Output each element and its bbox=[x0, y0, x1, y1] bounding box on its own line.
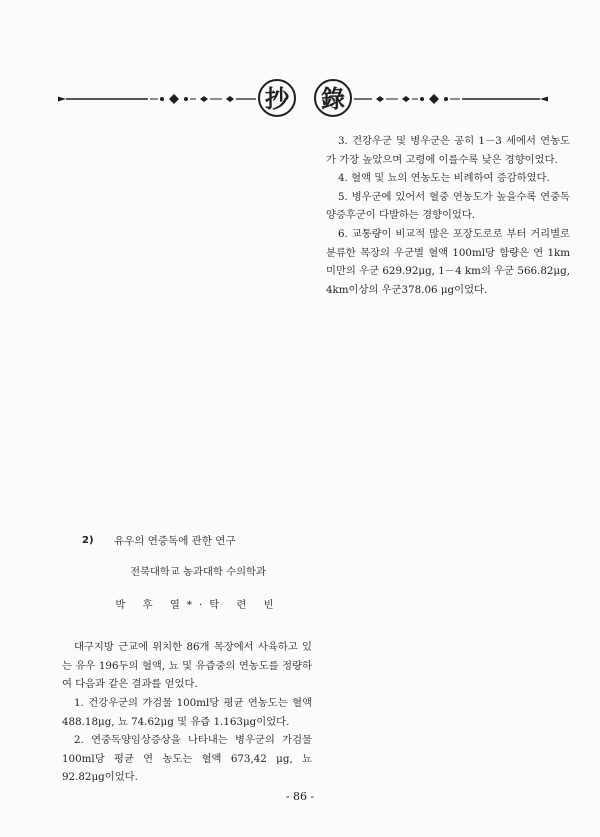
header-char-1: 抄 bbox=[265, 84, 289, 113]
right-paragraph-3: 3. 건강우군 및 병우군은 공히 1－3 세에서 연농도가 가장 높았으며 고령에 이를수록 낮은 경향이었다. bbox=[326, 135, 570, 166]
page-number: - 86 - bbox=[285, 790, 315, 803]
right-ornament bbox=[354, 94, 548, 104]
right-paragraph-4: 4. 혈액 및 뇨의 연농도는 비례하여 증감하였다. bbox=[338, 172, 550, 185]
right-paragraph-5: 5. 병우군에 있어서 혈중 연농도가 높을수록 연중독양증후군이 다발하는 경향이었다. bbox=[326, 190, 570, 222]
left-ornament bbox=[58, 94, 256, 104]
right-column bbox=[326, 132, 570, 299]
left-paragraph-1: 1. 건강우군의 가검물 100ml당 평균 연농도는 혈액 488.18μg, 뇨 74.62μg 및 유즙 1.163μg이었다. bbox=[62, 696, 312, 728]
circled-character-1 bbox=[259, 80, 295, 116]
left-column bbox=[62, 532, 312, 787]
section-heading bbox=[62, 532, 312, 550]
affiliation: 전북대학교 농과대학 수의학과 bbox=[130, 566, 266, 578]
header-banner bbox=[0, 0, 600, 130]
authors: 박 후 열*·탁 련 빈 bbox=[115, 598, 281, 611]
right-paragraph-6: 6. 교통량이 비교적 많은 포장도로로 부터 거리별로 분류한 목장의 우군별 혈액 100ml당 함량은 연 1km미만의 우군 629.92μg, 1－4 km의 우군 566.82μg, 4km이상의 우군378.06 μg이었다. bbox=[326, 227, 570, 296]
header-char-2: 錄 bbox=[321, 84, 345, 113]
section-title: 유우의 연중독에 관한 연구 bbox=[114, 535, 236, 547]
left-paragraph-intro: 대구지방 근교에 위치한 86개 목장에서 사육하고 있는 유우 196두의 혈액, 뇨 및 유즙중의 연농도를 정량하여 다음과 같은 결과를 얻었다. bbox=[62, 641, 312, 691]
left-paragraph-2: 2. 연중독양임상증상을 나타내는 병우군의 가검물 100ml당 평균 연 농도는 혈액 673,42 μg, 뇨 92.82μg이었다. bbox=[62, 734, 312, 784]
circled-character-2 bbox=[315, 80, 351, 116]
section-number: 2) bbox=[82, 535, 94, 546]
